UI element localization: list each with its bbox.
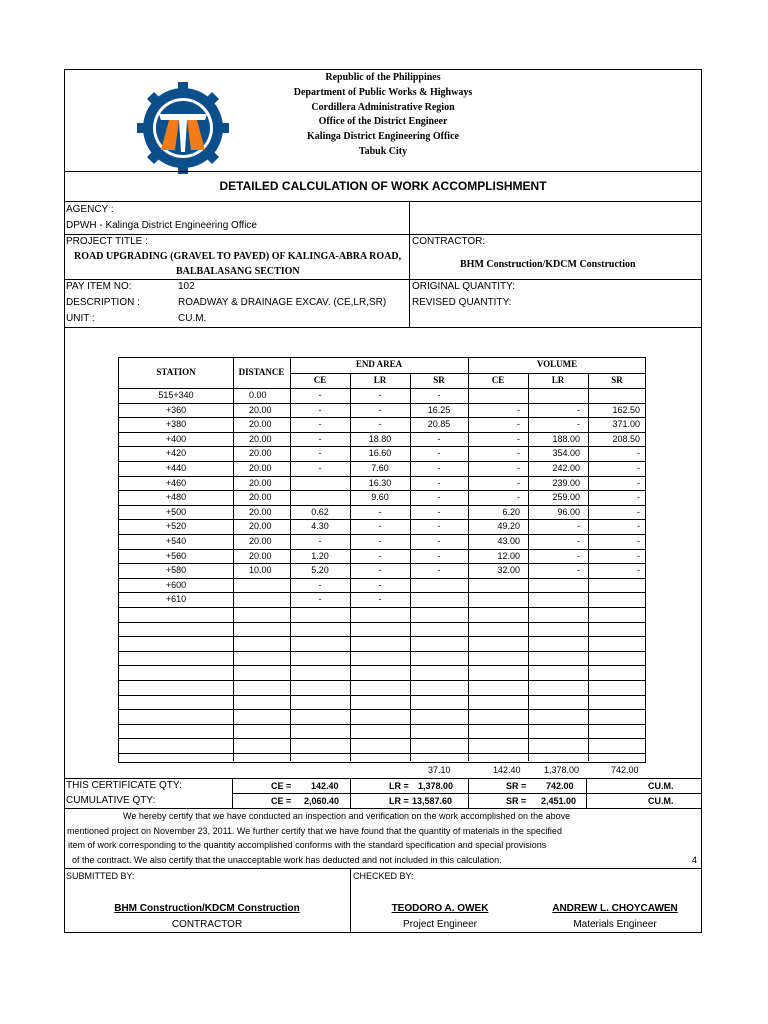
cell-volume-ce: 32.00: [497, 565, 520, 576]
cell-station: +610: [165, 594, 187, 605]
submitted-by-label: SUBMITTED BY:: [66, 871, 135, 881]
cell-end-area-ce: -: [318, 579, 322, 590]
cell-volume-sr: -: [637, 492, 640, 503]
table-row-rule: [119, 549, 646, 550]
checked-by-label: CHECKED BY:: [353, 871, 414, 881]
this-lr-label: LR =: [389, 781, 409, 791]
cell-end-area-sr: -: [437, 390, 441, 400]
cell-volume-sr: -: [637, 521, 640, 532]
cell-distance: 20.00: [249, 536, 272, 546]
cell-station: +440: [165, 463, 187, 473]
page-title: DETAILED CALCULATION OF WORK ACCOMPLISHMENT: [219, 179, 547, 193]
cell-end-area-lr: 16.60: [368, 448, 392, 459]
table-row-rule: [119, 724, 646, 725]
cell-volume-lr: -: [577, 419, 580, 430]
cell-end-area-sr: 20.85: [427, 419, 451, 430]
total-lr: 1,378.00: [544, 765, 580, 775]
cell-distance: 20.00: [249, 550, 272, 561]
cell-end-area-sr: -: [437, 448, 441, 459]
header-line: Tabuk City: [358, 146, 408, 157]
cell-volume-ce: -: [517, 463, 520, 473]
materials-engineer-role: Materials Engineer: [573, 919, 657, 930]
cell-distance: 20.00: [249, 506, 272, 517]
cell-distance: 20.00: [249, 521, 272, 532]
table-column-rule: [290, 358, 291, 761]
project-title-line2: BALBALASANG SECTION: [176, 266, 300, 277]
pay-item-label: PAY ITEM NO:: [66, 281, 132, 292]
header-volume-sr: SR: [611, 375, 623, 385]
header-end-area-sr: SR: [433, 375, 445, 385]
table-row-rule: [119, 753, 646, 754]
total-ce: 142.40: [493, 765, 521, 775]
cell-end-area-lr: -: [378, 404, 382, 415]
project-title-line1: ROAD UPGRADING (GRAVEL TO PAVED) OF KALINGA-ABRA ROAD,: [74, 251, 402, 262]
cell-end-area-lr: -: [378, 579, 382, 590]
cell-end-area-sr: -: [437, 565, 441, 576]
table-row-rule: [119, 622, 646, 623]
cell-volume-lr: 354.00: [552, 448, 580, 459]
cell-volume-lr: -: [577, 521, 580, 532]
table-row-rule: [119, 636, 646, 637]
cell-volume-lr: 96.00: [557, 506, 580, 517]
header-line: Department of Public Works & Highways: [293, 87, 473, 98]
cell-end-area-sr: -: [437, 550, 441, 561]
cell-end-area-sr: -: [437, 463, 441, 473]
cell-end-area-ce: -: [318, 536, 322, 546]
header-line: Office of the District Engineer: [318, 116, 448, 127]
calculation-table: [118, 357, 646, 763]
header-line: Kalinga District Engineering Office: [307, 131, 459, 142]
header-volume-lr: LR: [551, 375, 565, 385]
this-unit: CU.M.: [648, 781, 674, 791]
cell-distance: 20.00: [249, 492, 272, 503]
cell-station: +560: [165, 550, 187, 561]
cumulative-lr-label: LR =: [389, 796, 409, 806]
cell-distance: 0.00: [249, 390, 267, 400]
contractor-label: CONTRACTOR:: [412, 236, 486, 247]
cell-end-area-ce: 0.62: [311, 506, 329, 517]
cell-station: +460: [165, 477, 187, 488]
table-row-rule: [119, 417, 646, 418]
cell-end-area-ce: -: [318, 463, 322, 473]
materials-engineer-name: ANDREW L. CHOYCAWEN: [552, 903, 678, 914]
project-engineer-name: TEODORO A. OWEK: [391, 903, 489, 914]
cell-volume-sr: -: [637, 565, 640, 576]
cell-distance: 10.00: [249, 565, 272, 576]
table-row-rule: [119, 432, 646, 433]
cell-end-area-ce: 1.20: [311, 550, 329, 561]
cumulative-unit: CU.M.: [648, 796, 674, 806]
agency-label: AGENCY :: [66, 204, 114, 215]
header-group-rule: [468, 373, 646, 374]
cell-volume-ce: -: [517, 448, 520, 459]
revised-quantity-label: REVISED QUANTITY:: [412, 297, 512, 308]
header-group-rule: [290, 373, 468, 374]
table-column-rule: [233, 358, 234, 761]
cell-station: +480: [165, 492, 187, 503]
cell-station: +360: [165, 404, 187, 415]
original-quantity-label: ORIGINAL QUANTITY:: [412, 281, 515, 292]
cell-distance: 20.00: [249, 448, 272, 459]
total-distance: 37.10: [428, 765, 451, 775]
cell-end-area-ce: 5.20: [311, 565, 329, 576]
cell-end-area-lr: -: [378, 536, 382, 546]
contractor-role: CONTRACTOR: [171, 919, 243, 930]
project-engineer-role: Project Engineer: [403, 919, 477, 930]
cell-volume-ce: 12.00: [497, 550, 520, 561]
header-end-area-lr: LR: [373, 375, 387, 385]
cell-end-area-ce: -: [318, 404, 322, 415]
statement-line1: We hereby certify that we have conducted an inspection and verification on the work accomplished on the above: [123, 811, 571, 821]
cell-volume-ce: -: [517, 477, 520, 488]
table-row-rule: [119, 738, 646, 739]
pay-item-value: 102: [178, 281, 195, 292]
table-row-rule: [119, 563, 646, 564]
cell-end-area-lr: 9.60: [371, 492, 389, 503]
table-row-rule: [119, 505, 646, 506]
table-row-rule: [119, 461, 646, 462]
contractor-signature: [64, 903, 350, 914]
cell-end-area-sr: -: [437, 536, 441, 546]
cumulative-lr-value: 13,587.60: [412, 796, 453, 806]
cell-volume-ce: 49.20: [497, 521, 520, 532]
table-row-rule: [119, 403, 646, 404]
cell-end-area-sr: -: [437, 492, 441, 503]
description-value: ROADWAY & DRAINAGE EXCAV. (CE,LR,SR): [178, 297, 387, 308]
cell-volume-ce: -: [517, 404, 520, 415]
cumulative-label: CUMULATIVE QTY:: [66, 795, 156, 806]
table-row-rule: [119, 709, 646, 710]
header-end-area: END AREA: [355, 359, 403, 369]
cell-volume-lr: 259.00: [552, 492, 580, 503]
header-station: STATION: [156, 367, 196, 377]
this-sr-label: SR =: [506, 781, 527, 791]
total-sr: 742.00: [611, 765, 639, 775]
contractor-value: BHM Construction/KDCM Construction: [460, 259, 636, 270]
cell-station: +380: [165, 419, 187, 430]
table-row-rule: [119, 592, 646, 593]
cell-end-area-ce: -: [318, 594, 322, 605]
table-row-rule: [119, 680, 646, 681]
cell-volume-ce: -: [517, 419, 520, 430]
cell-end-area-sr: -: [437, 433, 441, 444]
statement-line2: mentioned project on November 23, 2011. We further certify that we have found that the quantity of materials in the specified: [67, 826, 562, 836]
cell-volume-sr: -: [637, 506, 640, 517]
cell-station: +540: [165, 536, 187, 546]
table-row-rule: [119, 665, 646, 666]
cumulative-ce-label: CE =: [271, 796, 292, 806]
table-row-rule: [119, 446, 646, 447]
cell-station: +500: [165, 506, 187, 517]
agency-header: [64, 71, 702, 171]
cell-end-area-ce: -: [318, 390, 322, 400]
table-row-rule: [119, 651, 646, 652]
table-row-rule: [119, 534, 646, 535]
cell-volume-lr: 239.00: [552, 477, 580, 488]
header-end-area-ce: CE: [313, 375, 327, 385]
table-row-rule: [119, 578, 646, 579]
cell-end-area-lr: -: [378, 390, 382, 400]
table-row-rule: [119, 519, 646, 520]
cell-station: +600: [165, 579, 187, 590]
cell-volume-sr: -: [637, 477, 640, 488]
cell-volume-sr: 162.50: [612, 404, 640, 415]
this-sr-value: 742.00: [546, 781, 574, 791]
table-row-rule: [119, 490, 646, 491]
cell-end-area-sr: -: [437, 521, 441, 532]
table-row-rule: [119, 695, 646, 696]
cell-end-area-lr: -: [378, 521, 382, 532]
header-line: Republic of the Philippines: [325, 72, 441, 83]
page-number: 4: [692, 855, 698, 865]
cell-volume-ce: 43.00: [497, 536, 520, 546]
table-row-rule: [119, 476, 646, 477]
table-row-rule: [119, 388, 646, 389]
cell-end-area-sr: 16.25: [427, 404, 451, 415]
cumulative-ce-value: 2,060.40: [304, 796, 340, 806]
header-volume: VOLUME: [536, 359, 578, 369]
cell-volume-lr: 188.00: [552, 433, 580, 444]
agency-value: DPWH - Kalinga District Engineering Office: [66, 220, 257, 231]
table-row-rule: [119, 607, 646, 608]
cell-volume-lr: -: [577, 550, 580, 561]
contractor-signatory-name: BHM Construction/KDCM Construction: [114, 903, 300, 914]
cell-end-area-lr: -: [378, 506, 382, 517]
project-title-label: PROJECT TITLE :: [66, 236, 148, 247]
cell-end-area-ce: -: [318, 433, 322, 444]
cell-station: +520: [165, 521, 187, 532]
unit-label: UNIT :: [66, 313, 95, 324]
cell-distance: 20.00: [249, 419, 272, 430]
cumulative-sr-label: SR =: [506, 796, 527, 806]
cumulative-sr-value: 2,451.00: [541, 796, 577, 806]
cell-volume-lr: -: [577, 565, 580, 576]
cell-volume-sr: -: [637, 463, 640, 473]
cell-volume-sr: -: [637, 448, 640, 459]
cell-station: 515+340: [158, 390, 194, 400]
cell-station: +420: [165, 448, 187, 459]
cell-distance: 20.00: [249, 433, 272, 444]
cell-volume-ce: -: [517, 492, 520, 503]
materials-engineer-signature: [540, 903, 690, 914]
cell-volume-ce: 6.20: [502, 506, 520, 517]
cell-volume-lr: -: [577, 404, 580, 415]
cell-end-area-lr: -: [378, 565, 382, 576]
cell-distance: 20.00: [249, 404, 272, 415]
cell-end-area-sr: -: [437, 506, 441, 517]
statement-line3: item of work corresponding to the quantity accomplished conforms with the standard specification and special provisions: [68, 840, 547, 850]
cell-volume-sr: -: [637, 536, 640, 546]
table-column-rule: [468, 358, 469, 761]
cell-volume-sr: 208.50: [612, 433, 640, 444]
this-lr-value: 1,378.00: [418, 781, 454, 791]
cell-end-area-lr: 16.30: [368, 477, 392, 488]
cell-volume-ce: -: [517, 433, 520, 444]
header-volume-ce: CE: [491, 375, 505, 385]
cell-volume-lr: 242.00: [552, 463, 580, 473]
header-distance: DISTANCE: [238, 367, 285, 377]
cell-station: +400: [165, 433, 187, 444]
statement-line4: of the contract. We also certify that the unacceptable work has deducted and not included in this calculation.: [72, 855, 502, 865]
cell-distance: 20.00: [249, 463, 272, 473]
cell-end-area-sr: -: [437, 477, 441, 488]
project-engineer-signature: [370, 903, 510, 914]
cell-distance: 20.00: [249, 477, 272, 488]
header-line: Cordillera Administrative Region: [311, 102, 455, 113]
description-label: DESCRIPTION :: [66, 297, 140, 308]
cell-end-area-lr: 7.60: [371, 463, 389, 473]
cell-end-area-ce: -: [318, 448, 322, 459]
this-certificate-label: THIS CERTIFICATE QTY:: [66, 780, 182, 791]
cell-station: +580: [165, 565, 187, 576]
cell-volume-lr: -: [577, 536, 580, 546]
cell-end-area-lr: -: [378, 419, 382, 430]
cell-end-area-ce: 4.30: [311, 521, 329, 532]
this-ce-value: 142.40: [311, 781, 339, 791]
cell-end-area-lr: 18.80: [368, 433, 392, 444]
cell-end-area-lr: -: [378, 550, 382, 561]
cell-end-area-lr: -: [378, 594, 382, 605]
unit-value: CU.M.: [178, 313, 207, 324]
cell-volume-sr: -: [637, 550, 640, 561]
cell-volume-sr: 371.00: [612, 419, 640, 430]
cell-end-area-ce: -: [318, 419, 322, 430]
this-ce-label: CE =: [271, 781, 292, 791]
